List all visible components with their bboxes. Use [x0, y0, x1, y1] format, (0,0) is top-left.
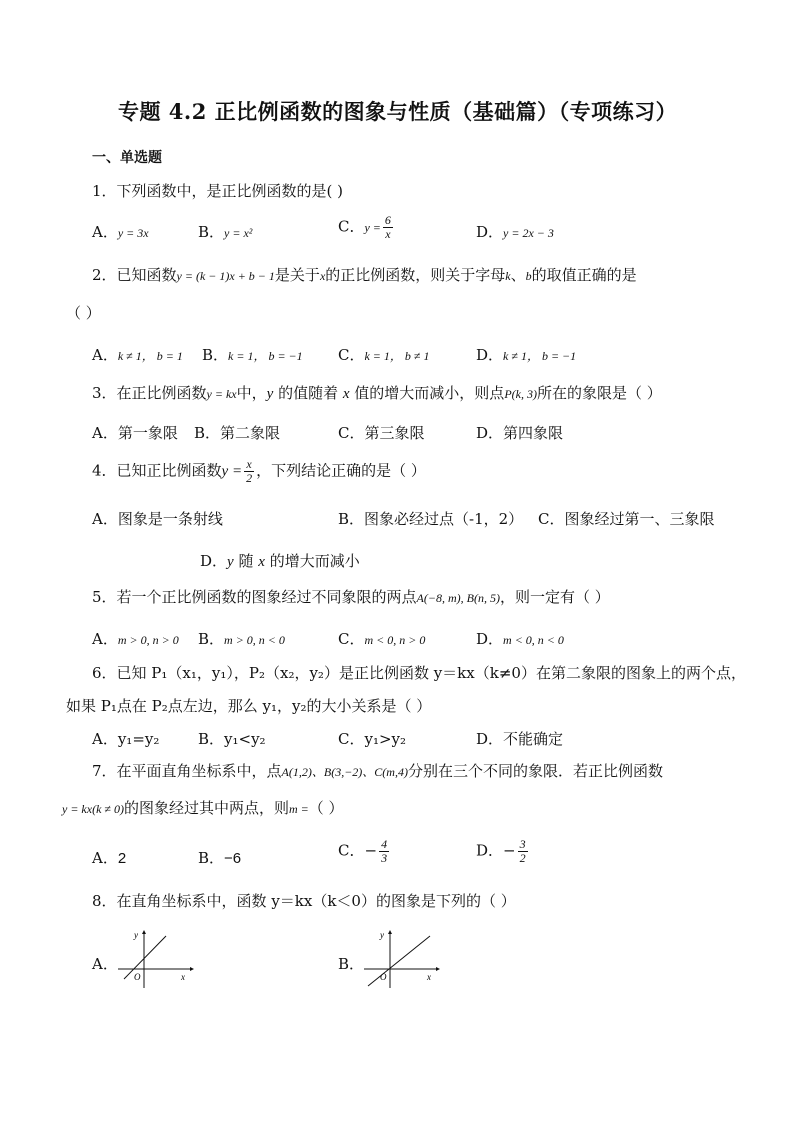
x-axis-arrow — [436, 967, 440, 971]
numerator: 3 — [519, 837, 526, 851]
value: 2 — [117, 850, 127, 867]
math: k = 1， b ≠ 1 — [364, 349, 430, 363]
math: b — [525, 269, 532, 283]
q4-option-a[interactable]: A．图象是一条射线 — [92, 510, 223, 528]
text: 5．若一个正比例函数的图象经过不同象限的两点 — [92, 588, 417, 606]
q6-option-c[interactable]: C．y₁>y₂ — [338, 730, 407, 748]
text: 的正比例函数，则关于字母 — [325, 266, 506, 284]
q4-option-d[interactable] — [200, 550, 360, 571]
text: 4．已知正比例函数 — [92, 461, 222, 480]
question-2-stem — [92, 264, 637, 285]
math: y = 2x − 3 — [503, 226, 554, 240]
y-axis-arrow — [142, 930, 146, 934]
q7-option-c[interactable] — [338, 838, 391, 865]
question-7-stem-line1 — [92, 760, 663, 781]
question-8-stem: 8．在直角坐标系中，函数 y＝kx（k＜0）的图象是下列的（ ） — [92, 892, 516, 910]
math: y = — [364, 220, 381, 235]
text: 随 — [233, 552, 259, 570]
math: k — [505, 269, 511, 283]
q4-option-b[interactable]: B．图象必经过点（-1，2） — [338, 510, 524, 528]
text: 分别在三个不同的象限．若正比例函数 — [407, 762, 663, 780]
q8-option-b-graph[interactable] — [362, 928, 440, 990]
value: −6 — [224, 850, 242, 867]
option-label: C． — [338, 217, 365, 236]
q3-option-d[interactable]: D．第四象限 — [476, 424, 564, 442]
y-axis-label: y — [134, 930, 138, 940]
option-label: D． — [476, 346, 504, 364]
math: x — [342, 386, 350, 402]
q2-option-d[interactable] — [476, 344, 576, 365]
math: k ≠ 1， b = −1 — [503, 349, 577, 363]
origin-label: O — [380, 972, 387, 982]
math: m < 0, n > 0 — [364, 633, 426, 647]
q7-option-b[interactable] — [198, 847, 241, 868]
function-line — [124, 936, 166, 979]
question-4-stem — [92, 458, 426, 485]
denominator: 2 — [519, 851, 526, 865]
q1-option-b[interactable] — [198, 221, 252, 242]
q8-option-a-graph[interactable] — [116, 928, 194, 990]
option-label: C． — [338, 841, 365, 860]
math: m > 0, n < 0 — [224, 633, 285, 647]
q2-option-a[interactable] — [92, 344, 183, 365]
q3-option-a[interactable]: A．第一象限 — [92, 424, 178, 442]
x-axis-label: x — [181, 972, 185, 982]
q3-option-b[interactable]: B．第二象限 — [194, 424, 281, 442]
option-label: A． — [92, 849, 118, 867]
math: y = — [221, 463, 243, 480]
function-line — [368, 936, 430, 986]
question-6-stem-line2: 如果 P₁点在 P₂点左边，那么 y₁，y₂的大小关系是（ ） — [66, 697, 432, 715]
text: 3．在正比例函数 — [92, 384, 207, 402]
sign: − — [503, 841, 516, 860]
page-title: 专题 4.2 正比例函数的图象与性质（基础篇）（专项练习） — [118, 99, 678, 124]
option-label: C． — [338, 630, 365, 648]
section-heading: 一、单选题 — [92, 150, 162, 166]
fraction — [383, 214, 393, 241]
q8-option-a-label[interactable]: A． — [92, 955, 118, 973]
q4-option-c[interactable]: C．图象经过第一、三象限 — [538, 510, 715, 528]
q6-option-b[interactable]: B．y₁<y₂ — [198, 730, 266, 748]
numerator: 6 — [384, 213, 391, 227]
sign: − — [364, 841, 378, 860]
option-label: D． — [476, 223, 504, 241]
question-2-blank: （ ） — [66, 304, 101, 322]
math: y = x² — [224, 226, 253, 240]
y-axis-label: y — [380, 930, 384, 940]
question-5-stem — [92, 586, 610, 607]
q1-option-d[interactable] — [476, 221, 554, 242]
y-axis-arrow — [388, 930, 392, 934]
fraction — [244, 458, 254, 485]
origin-label: O — [134, 972, 141, 982]
option-label: C． — [338, 346, 365, 364]
numerator: 4 — [381, 837, 388, 851]
denominator: 3 — [381, 851, 388, 865]
text: 的图象经过其中两点，则 — [123, 799, 289, 817]
text: 的增大而减小 — [264, 552, 360, 570]
option-label: A． — [92, 346, 118, 364]
denominator: 2 — [246, 471, 253, 485]
math: m > 0, n > 0 — [117, 633, 179, 647]
option-label: D． — [476, 841, 504, 860]
option-label: B． — [202, 346, 229, 364]
text: 的取值正确的是 — [531, 266, 637, 284]
question-6-stem-line1: 6．已知 P₁（x₁，y₁），P₂（x₂，y₂）是正比例函数 y＝kx（k≠0）在第二象限的图象上的两个点， — [92, 664, 746, 682]
text: （ ） — [308, 799, 344, 817]
q1-option-c[interactable] — [338, 214, 395, 241]
option-label: A． — [92, 630, 118, 648]
math: P(k, 3) — [504, 387, 537, 401]
text: 的值随着 — [273, 384, 343, 402]
math: m = — [289, 802, 309, 816]
text: 7．在平面直角坐标系中，点 — [92, 762, 282, 780]
q7-option-d[interactable] — [476, 838, 530, 865]
math: A(−8, m), B(n, 5) — [416, 591, 500, 605]
text: 2．已知函数 — [92, 266, 177, 284]
q2-option-c[interactable] — [338, 344, 430, 365]
math: y = (k − 1)x + b − 1 — [176, 269, 275, 283]
denominator: x — [385, 227, 391, 241]
text: ，下列结论正确的是（ ） — [256, 461, 426, 480]
math: x — [319, 269, 326, 283]
option-label: B． — [198, 223, 225, 241]
q2-option-b[interactable] — [202, 344, 303, 365]
q7-option-a[interactable] — [92, 847, 126, 868]
question-3-stem — [92, 382, 662, 403]
q8-option-b-label[interactable]: B． — [338, 955, 365, 973]
text: 所在的象限是（ ） — [536, 384, 662, 402]
math: y — [266, 386, 274, 402]
math: k = 1， b = −1 — [228, 349, 303, 363]
q5-option-b[interactable] — [198, 628, 285, 649]
q5-option-a[interactable] — [92, 628, 179, 649]
math: k ≠ 1， b = 1 — [117, 349, 183, 363]
math: A(1,2)、B(3,−2)、C(m,4) — [281, 765, 408, 779]
math: y = 3x — [117, 226, 149, 240]
option-label: D． — [476, 630, 504, 648]
x-axis-label: x — [427, 972, 431, 982]
math: m < 0, n < 0 — [503, 633, 564, 647]
text: ，则一定有（ ） — [499, 588, 610, 606]
q6-option-d[interactable]: D．不能确定 — [476, 730, 564, 748]
numerator: x — [246, 457, 252, 471]
question-1-stem: 1．下列函数中，是正比例函数的是( ) — [92, 182, 344, 200]
text: 中， — [236, 384, 267, 402]
fraction — [379, 838, 389, 865]
q1-option-a[interactable] — [92, 221, 149, 242]
option-label: B． — [198, 849, 225, 867]
text: 是关于 — [274, 266, 320, 284]
text: 、 — [510, 266, 526, 284]
option-label: D． — [200, 552, 228, 570]
x-axis-arrow — [190, 967, 194, 971]
q5-option-c[interactable] — [338, 628, 425, 649]
q5-option-d[interactable] — [476, 628, 564, 649]
math: y — [227, 554, 234, 570]
math: x — [258, 554, 265, 570]
option-label: B． — [198, 630, 225, 648]
text: 值的增大而减小，则点 — [349, 384, 505, 402]
q6-option-a[interactable]: A．y₁=y₂ — [92, 730, 160, 748]
math: y = kx(k ≠ 0) — [62, 802, 124, 816]
option-label: A． — [92, 223, 118, 241]
fraction — [518, 838, 528, 865]
math: y = kx — [206, 387, 237, 401]
question-7-stem-line2 — [62, 797, 344, 818]
q3-option-c[interactable]: C．第三象限 — [338, 424, 425, 442]
